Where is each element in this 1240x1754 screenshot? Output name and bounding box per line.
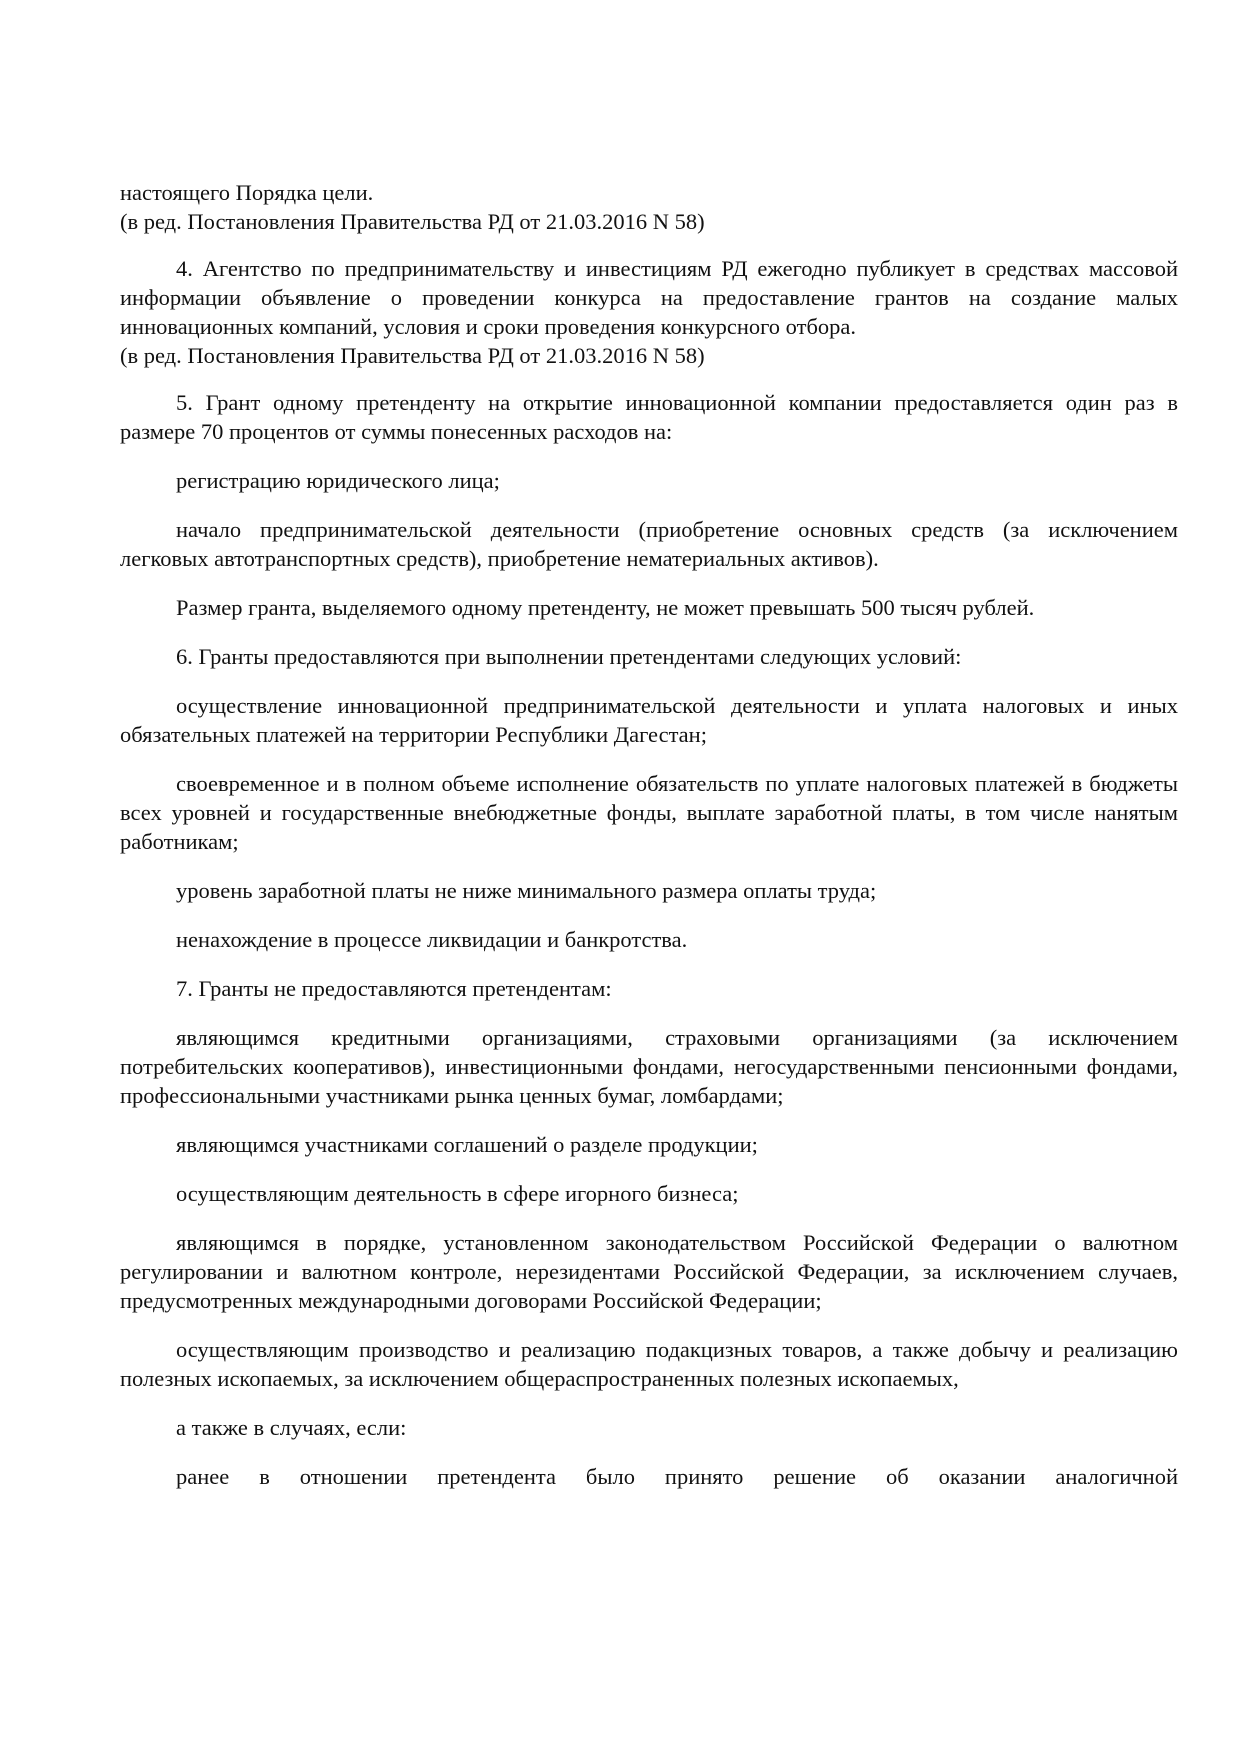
- item-7-cases: а также в случаях, если:: [176, 1415, 407, 1440]
- amendment-note: (в ред. Постановления Правительства РД от 21.03.2016 N 58): [120, 343, 705, 368]
- item-6-condition: ненахождение в процессе ликвидации и банкротства.: [176, 927, 688, 952]
- item-6-condition: уровень заработной платы не ниже минимального размера оплаты труда;: [176, 878, 877, 903]
- item-5-subitem: начало предпринимательской деятельности (приобретение основных средств (за исключением легковых автотранспортных средств), приобретение нематериальных активов).: [120, 517, 1178, 571]
- intro-tail: настоящего Порядка цели.: [120, 180, 374, 205]
- item-5-subitem: регистрацию юридического лица;: [176, 468, 500, 493]
- document-page: [120, 178, 1178, 1491]
- item-6-condition: осуществление инновационной предпринимательской деятельности и уплата налоговых и иных обязательных платежей на территории Республики Дагестан;: [120, 693, 1178, 747]
- item-6-condition: своевременное и в полном объеме исполнение обязательств по уплате налоговых платежей в бюджеты всех уровней и государственные внебюджетные фонды, выплате заработной платы, в том числе нанятым работникам;: [120, 771, 1178, 854]
- item-7-case: ранее в отношении претендента было принято решение об оказании аналогичной: [176, 1464, 1178, 1489]
- item-4: 4. Агентство по предпринимательству и инвестициям РД ежегодно публикует в средствах массовой информации объявление о проведении конкурса на предоставление грантов на создание малых инновационных компаний, условия и сроки проведения конкурсного отбора.: [120, 256, 1178, 339]
- item-7-exclusion: являющимся участниками соглашений о разделе продукции;: [176, 1132, 758, 1157]
- item-7: 7. Гранты не предоставляются претендентам:: [176, 976, 612, 1001]
- item-7-exclusion: являющимся кредитными организациями, страховыми организациями (за исключением потребительских кооперативов), инвестиционными фондами, негосударственными пенсионными фондами, профессиональными участниками рынка ценных бумаг, ломбардами;: [120, 1025, 1178, 1108]
- item-7-exclusion: осуществляющим деятельность в сфере игорного бизнеса;: [176, 1181, 739, 1206]
- item-5-limit: Размер гранта, выделяемого одному претенденту, не может превышать 500 тысяч рублей.: [176, 595, 1035, 620]
- item-7-exclusion: осуществляющим производство и реализацию подакцизных товаров, а также добычу и реализацию полезных ископаемых, за исключением общераспространенных полезных ископаемых,: [120, 1337, 1178, 1391]
- item-6: 6. Гранты предоставляются при выполнении претендентами следующих условий:: [176, 644, 962, 669]
- item-7-exclusion: являющимся в порядке, установленном законодательством Российской Федерации о валютном регулировании и валютном контроле, нерезидентами Российской Федерации, за исключением случаев, предусмотренных международными договорами Российской Федерации;: [120, 1230, 1178, 1313]
- item-5: 5. Грант одному претенденту на открытие инновационной компании предоставляется один раз в размере 70 процентов от суммы понесенных расходов на:: [120, 390, 1178, 444]
- amendment-note: (в ред. Постановления Правительства РД от 21.03.2016 N 58): [120, 209, 705, 234]
